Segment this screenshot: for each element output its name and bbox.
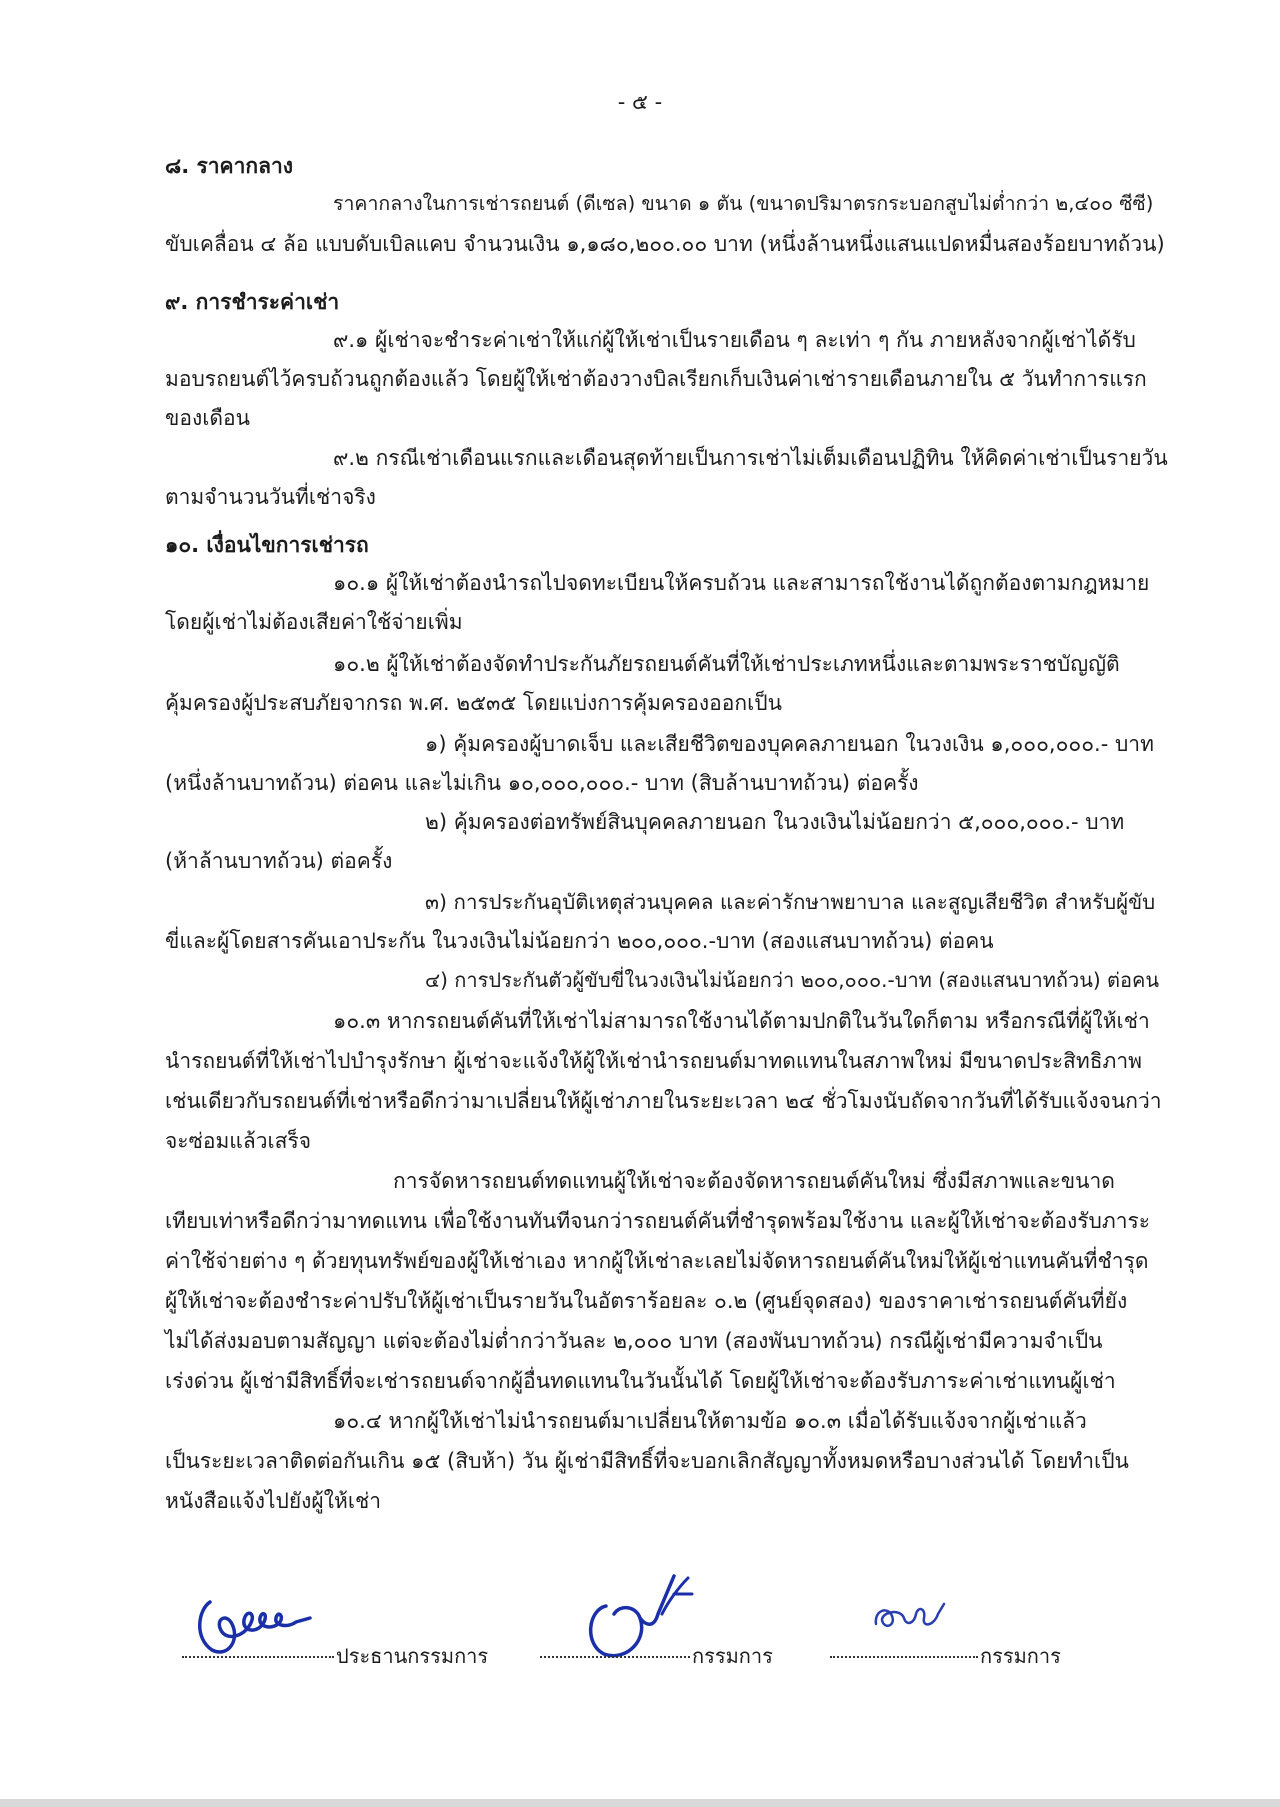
section-9-line-5: ตามจำนวนวันที่เช่าจริง — [165, 485, 376, 509]
section-10-line-2: โดยผู้เช่าไม่ต้องเสียค่าใช้จ่ายเพิ่ม — [165, 610, 463, 634]
section-10-line-19: ผู้ให้เช่าจะต้องชำระค่าปรับให้ผู้เช่าเป็นรายวันในอัตราร้อยละ ๐.๒ (ศูนย์จุดสอง) ของราคาเช่ารถยนต์คันที่ยัง — [165, 1289, 1128, 1313]
section-9-line-2: มอบรถยนต์ไว้ครบถ้วนถูกต้องแล้ว โดยผู้ให้เช่าต้องวางบิลเรียกเก็บเงินค่าเช่ารายเดือนภายใน ๕ วันทำการแรก — [165, 367, 1147, 391]
scan-edge — [0, 1799, 1280, 1807]
section-9-line-3: ของเดือน — [165, 406, 251, 430]
signature-block-member-1 — [540, 1580, 800, 1670]
handwritten-signature-1 — [192, 1580, 322, 1660]
section-10-line-12: ๑๐.๓ หากรถยนต์คันที่ให้เช่าไม่สามารถใช้งานได้ตามปกติในวันใดก็ตาม หรือกรณีที่ผู้ให้เช่า — [333, 1009, 1150, 1033]
section-10-line-23: เป็นระยะเวลาติดต่อกันเกิน ๑๕ (สิบห้า) วัน ผู้เช่ามีสิทธิ์ที่จะบอกเลิกสัญญาทั้งหมดหรือบางส่วนได้ โดยทำเป็น — [165, 1449, 1129, 1473]
section-10-line-24: หนังสือแจ้งไปยังผู้ให้เช่า — [165, 1489, 382, 1513]
section-10-line-11: ๔) การประกันตัวผู้ขับขี่ในวงเงินไม่น้อยกว่า ๒๐๐,๐๐๐.-บาท (สองแสนบาทถ้วน) ต่อคน — [425, 968, 1160, 992]
section-10-line-15: จะซ่อมแล้วเสร็จ — [165, 1129, 312, 1153]
section-10-line-16: การจัดหารถยนต์ทดแทนผู้ให้เช่าจะต้องจัดหารถยนต์คันใหม่ ซึ่งมีสภาพและขนาด — [393, 1169, 1115, 1193]
section-10-heading: ๑๐. เงื่อนไขการเช่ารถ — [165, 533, 369, 557]
section-8-line-1: ราคากลางในการเช่ารถยนต์ (ดีเซล) ขนาด ๑ ตัน (ขนาดปริมาตรกระบอกสูบไม่ต่ำกว่า ๒,๔๐๐ ซีซี) — [333, 192, 1154, 215]
section-10-line-9: ๓) การประกันอุบัติเหตุส่วนบุคคล และค่ารักษาพยาบาล และสูญเสียชีวิต สำหรับผู้ขับ — [425, 890, 1156, 914]
section-10-line-3: ๑๐.๒ ผู้ให้เช่าต้องจัดทำประกันภัยรถยนต์คันที่ให้เช่าประเภทหนึ่งและตามพระราชบัญญัติ — [333, 652, 1120, 676]
signature-line — [830, 1656, 978, 1658]
section-10-line-14: เช่นเดียวกับรถยนต์ที่เช่าหรือดีกว่ามาเปลี่ยนให้ผู้เช่าภายในระยะเวลา ๒๔ ชั่วโมงนับถัดจากวันที่ได้รับแจ้งจนกว่า — [165, 1089, 1162, 1113]
section-10-line-4: คุ้มครองผู้ประสบภัยจากรถ พ.ศ. ๒๕๓๕ โดยแบ่งการคุ้มครองออกเป็น — [165, 691, 782, 715]
section-10-line-22: ๑๐.๔ หากผู้ให้เช่าไม่นำรถยนต์มาเปลี่ยนให้ตามข้อ ๑๐.๓ เมื่อได้รับแจ้งจากผู้เช่าแล้ว — [333, 1409, 1087, 1433]
section-9-line-4: ๙.๒ กรณีเช่าเดือนแรกและเดือนสุดท้ายเป็นการเช่าไม่เต็มเดือนปฏิทิน ให้คิดค่าเช่าเป็นรายวัน — [333, 446, 1168, 470]
signature-title-member-1: กรรมการ — [692, 1644, 773, 1668]
section-10-line-17: เทียบเท่าหรือดีกว่ามาทดแทน เพื่อใช้งานทันทีจนกว่ารถยนต์คันที่ชำรุดพร้อมใช้งาน และผู้ให้เช่าจะต้องรับภาระ — [165, 1209, 1151, 1233]
section-8-line-2: ขับเคลื่อน ๔ ล้อ แบบดับเบิลแคบ จำนวนเงิน ๑,๑๘๐,๒๐๐.๐๐ บาท (หนึ่งล้านหนึ่งแสนแปดหมื่นสองร้อยบาทถ้วน) — [165, 232, 1165, 256]
section-9-line-1: ๙.๑ ผู้เช่าจะชำระค่าเช่าให้แก่ผู้ให้เช่าเป็นรายเดือน ๆ ละเท่า ๆ กัน ภายหลังจากผู้เช่าได้รับ — [333, 328, 1136, 352]
signature-title-member-2: กรรมการ — [980, 1644, 1061, 1668]
section-10-line-21: เร่งด่วน ผู้เช่ามีสิทธิ์ที่จะเช่ารถยนต์จากผู้อื่นทดแทนในวันนั้นได้ โดยผู้ให้เช่าจะต้องรับภาระค่าเช่าแทนผู้เช่า — [165, 1369, 1116, 1393]
section-10-line-13: นำรถยนต์ที่ให้เช่าไปบำรุงรักษา ผู้เช่าจะแจ้งให้ผู้ให้เช่านำรถยนต์มาทดแทนในสภาพใหม่ มีขนาดประสิทธิภาพ — [165, 1049, 1143, 1073]
section-8-heading: ๘. ราคากลาง — [165, 154, 294, 178]
section-10-line-1: ๑๐.๑ ผู้ให้เช่าต้องนำรถไปจดทะเบียนให้ครบถ้วน และสามารถใช้งานได้ถูกต้องตามกฎหมาย — [333, 571, 1150, 595]
signature-block-member-2 — [830, 1580, 1090, 1670]
section-10-line-7: ๒) คุ้มครองต่อทรัพย์สินบุคคลภายนอก ในวงเงินไม่น้อยกว่า ๕,๐๐๐,๐๐๐.- บาท — [425, 810, 1125, 834]
signature-line — [182, 1656, 334, 1658]
section-10-line-18: ค่าใช้จ่ายต่าง ๆ ด้วยทุนทรัพย์ของผู้ให้เช่าเอง หากผู้ให้เช่าละเลยไม่จัดหารถยนต์คันใหม่ให้ผู้เช่าแทนคันที่ชำรุด — [165, 1249, 1149, 1273]
section-10-line-10: ขี่และผู้โดยสารคันเอาประกัน ในวงเงินไม่น้อยกว่า ๒๐๐,๐๐๐.-บาท (สองแสนบาทถ้วน) ต่อคน — [165, 929, 994, 953]
section-10-line-6: (หนึ่งล้านบาทถ้วน) ต่อคน และไม่เกิน ๑๐,๐๐๐,๐๐๐.- บาท (สิบล้านบาทถ้วน) ต่อครั้ง — [165, 771, 919, 795]
section-10-line-20: ไม่ได้ส่งมอบตามสัญญา แต่จะต้องไม่ต่ำกว่าวันละ ๒,๐๐๐ บาท (สองพันบาทถ้วน) กรณีผู้เช่ามีความจำเป็น — [165, 1329, 1103, 1353]
handwritten-signature-2 — [570, 1554, 700, 1664]
signature-line — [540, 1656, 690, 1658]
section-10-line-8: (ห้าล้านบาทถ้วน) ต่อครั้ง — [165, 849, 393, 873]
signature-title-chairman: ประธานกรรมการ — [336, 1644, 489, 1668]
signature-block-chairman — [182, 1580, 502, 1670]
section-9-heading: ๙. การชำระค่าเช่า — [165, 290, 340, 314]
handwritten-signature-3 — [870, 1590, 950, 1640]
section-10-line-5: ๑) คุ้มครองผู้บาดเจ็บ และเสียชีวิตของบุคคลภายนอก ในวงเงิน ๑,๐๐๐,๐๐๐.- บาท — [425, 732, 1154, 756]
page-number: - ๕ - — [617, 90, 663, 114]
